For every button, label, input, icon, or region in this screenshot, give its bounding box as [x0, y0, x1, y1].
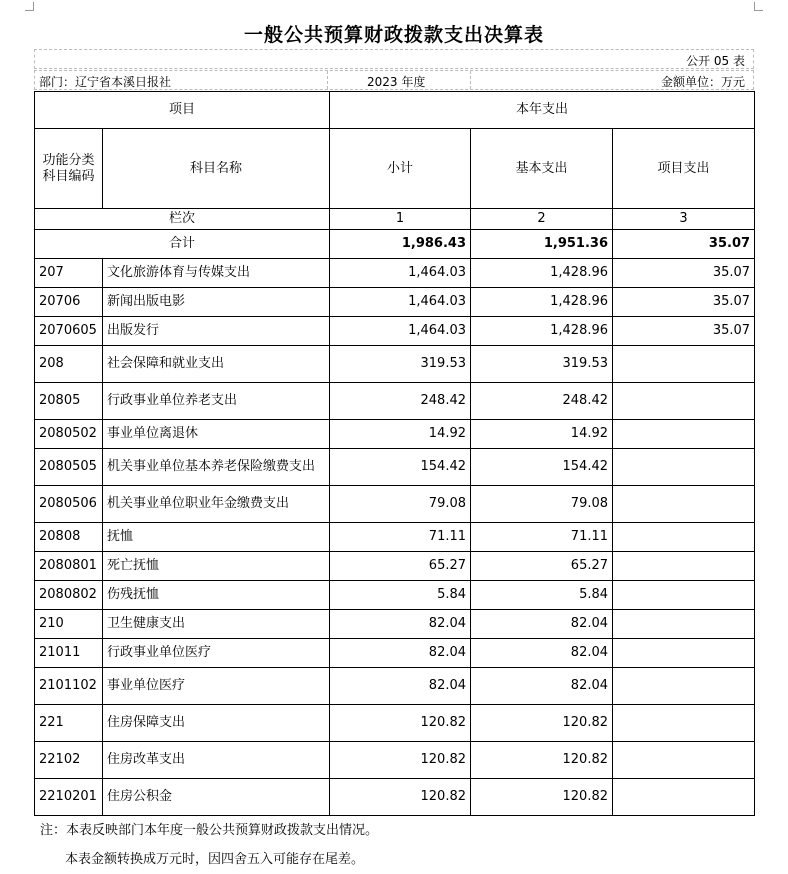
- header-code: 功能分类科目编码: [35, 129, 103, 209]
- table-row: [35, 705, 755, 742]
- header-row-1: [35, 92, 755, 129]
- column-number-3: 3: [613, 209, 755, 230]
- code-cell: 2080502: [35, 420, 103, 449]
- basic-cell: 82.04: [471, 639, 613, 668]
- table-row: [35, 449, 755, 486]
- code-cell: 208: [35, 346, 103, 383]
- subtotal-cell: 319.53: [330, 346, 471, 383]
- header-current-year: 本年支出: [330, 92, 755, 129]
- table-row: [35, 288, 755, 317]
- subtotal-cell: 1,464.03: [330, 288, 471, 317]
- footnotes: [40, 816, 378, 874]
- code-cell: 210: [35, 610, 103, 639]
- basic-cell: 14.92: [471, 420, 613, 449]
- basic-cell: 1,428.96: [471, 259, 613, 288]
- code-cell: 2080506: [35, 486, 103, 523]
- total-row: [35, 230, 755, 259]
- project-cell: [613, 742, 755, 779]
- table-row: [35, 779, 755, 816]
- form-number: 公开 05 表: [686, 54, 745, 68]
- basic-cell: 79.08: [471, 486, 613, 523]
- basic-cell: 71.11: [471, 523, 613, 552]
- name-cell: 行政事业单位医疗: [103, 639, 330, 668]
- project-cell: 35.07: [613, 288, 755, 317]
- info-divider: [470, 71, 471, 89]
- subtotal-cell: 120.82: [330, 742, 471, 779]
- project-cell: [613, 523, 755, 552]
- table-row: [35, 346, 755, 383]
- code-cell: 207: [35, 259, 103, 288]
- subtotal-cell: 1,464.03: [330, 317, 471, 346]
- code-cell: 20805: [35, 383, 103, 420]
- basic-cell: 65.27: [471, 552, 613, 581]
- project-cell: [613, 486, 755, 523]
- total-label: 合计: [35, 230, 330, 259]
- basic-cell: 248.42: [471, 383, 613, 420]
- project-cell: [613, 610, 755, 639]
- table-row: [35, 639, 755, 668]
- code-cell: 2070605: [35, 317, 103, 346]
- code-cell: 2210201: [35, 779, 103, 816]
- unit-label: 金额单位：万元: [660, 75, 745, 89]
- basic-cell: 82.04: [471, 668, 613, 705]
- table-row: [35, 668, 755, 705]
- name-cell: 住房保障支出: [103, 705, 330, 742]
- basic-cell: 120.82: [471, 705, 613, 742]
- column-number-row: [35, 209, 755, 230]
- project-cell: 35.07: [613, 259, 755, 288]
- table-row: [35, 581, 755, 610]
- total-subtotal: 1,986.43: [330, 230, 471, 259]
- name-cell: 机关事业单位职业年金缴费支出: [103, 486, 330, 523]
- name-cell: 文化旅游体育与传媒支出: [103, 259, 330, 288]
- table-row: [35, 610, 755, 639]
- project-cell: [613, 639, 755, 668]
- code-cell: 2101102: [35, 668, 103, 705]
- code-cell: 2080801: [35, 552, 103, 581]
- name-cell: 社会保障和就业支出: [103, 346, 330, 383]
- subtotal-cell: 14.92: [330, 420, 471, 449]
- subtotal-cell: 5.84: [330, 581, 471, 610]
- header-row-2: [35, 129, 755, 209]
- name-cell: 行政事业单位养老支出: [103, 383, 330, 420]
- name-cell: 死亡抚恤: [103, 552, 330, 581]
- subtotal-cell: 82.04: [330, 639, 471, 668]
- table-info-bar: [34, 70, 754, 90]
- column-number-2: 2: [471, 209, 613, 230]
- subtotal-cell: 71.11: [330, 523, 471, 552]
- header-name: 科目名称: [103, 129, 330, 209]
- project-cell: [613, 581, 755, 610]
- project-cell: [613, 346, 755, 383]
- name-cell: 新闻出版电影: [103, 288, 330, 317]
- table-row: [35, 420, 755, 449]
- subtotal-cell: 120.82: [330, 705, 471, 742]
- total-project: 35.07: [613, 230, 755, 259]
- table-row: [35, 552, 755, 581]
- name-cell: 住房公积金: [103, 779, 330, 816]
- project-cell: [613, 779, 755, 816]
- page-title: 一般公共预算财政拨款支出决算表: [243, 24, 544, 46]
- basic-cell: 319.53: [471, 346, 613, 383]
- table-row: [35, 383, 755, 420]
- project-cell: [613, 552, 755, 581]
- footnote-2: 本表金额转换成万元时，因四舍五入可能存在尾差。: [65, 852, 365, 867]
- total-basic: 1,951.36: [471, 230, 613, 259]
- name-cell: 伤残抚恤: [103, 581, 330, 610]
- subtotal-cell: 79.08: [330, 486, 471, 523]
- project-cell: [613, 449, 755, 486]
- basic-cell: 120.82: [471, 742, 613, 779]
- code-cell: 20706: [35, 288, 103, 317]
- basic-cell: 154.42: [471, 449, 613, 486]
- code-cell: 221: [35, 705, 103, 742]
- project-cell: [613, 705, 755, 742]
- code-cell: 22102: [35, 742, 103, 779]
- header-subtotal: 小计: [330, 129, 471, 209]
- project-cell: 35.07: [613, 317, 755, 346]
- expenditure-table: [34, 91, 755, 816]
- page-corner-mark-left: [25, 2, 34, 11]
- info-divider: [327, 71, 328, 89]
- subtotal-cell: 154.42: [330, 449, 471, 486]
- column-number-label: 栏次: [35, 209, 330, 230]
- subtotal-cell: 82.04: [330, 610, 471, 639]
- basic-cell: 82.04: [471, 610, 613, 639]
- subtotal-cell: 82.04: [330, 668, 471, 705]
- header-item: 项目: [35, 92, 330, 129]
- header-project: 项目支出: [613, 129, 755, 209]
- subtotal-cell: 1,464.03: [330, 259, 471, 288]
- basic-cell: 120.82: [471, 779, 613, 816]
- column-number-1: 1: [330, 209, 471, 230]
- basic-cell: 1,428.96: [471, 288, 613, 317]
- name-cell: 机关事业单位基本养老保险缴费支出: [103, 449, 330, 486]
- project-cell: [613, 420, 755, 449]
- table-row: [35, 259, 755, 288]
- project-cell: [613, 383, 755, 420]
- table-row: [35, 742, 755, 779]
- name-cell: 事业单位离退休: [103, 420, 330, 449]
- subtotal-cell: 120.82: [330, 779, 471, 816]
- code-cell: 2080505: [35, 449, 103, 486]
- code-cell: 21011: [35, 639, 103, 668]
- code-cell: 2080802: [35, 581, 103, 610]
- name-cell: 出版发行: [103, 317, 330, 346]
- footnote-1: 注：本表反映部门本年度一般公共预算财政拨款支出情况。: [40, 823, 379, 838]
- name-cell: 住房改革支出: [103, 742, 330, 779]
- basic-cell: 5.84: [471, 581, 613, 610]
- table-row: [35, 317, 755, 346]
- code-cell: 20808: [35, 523, 103, 552]
- basic-cell: 1,428.96: [471, 317, 613, 346]
- name-cell: 抚恤: [103, 523, 330, 552]
- subtotal-cell: 65.27: [330, 552, 471, 581]
- name-cell: 卫生健康支出: [103, 610, 330, 639]
- form-number-bar: [34, 49, 754, 69]
- header-basic: 基本支出: [471, 129, 613, 209]
- department-label: 部门：辽宁省本溪日报社: [39, 75, 172, 89]
- page-corner-mark-right: [754, 2, 763, 11]
- subtotal-cell: 248.42: [330, 383, 471, 420]
- fiscal-year: 2023 年度: [367, 75, 426, 89]
- project-cell: [613, 668, 755, 705]
- name-cell: 事业单位医疗: [103, 668, 330, 705]
- table-row: [35, 486, 755, 523]
- table-row: [35, 523, 755, 552]
